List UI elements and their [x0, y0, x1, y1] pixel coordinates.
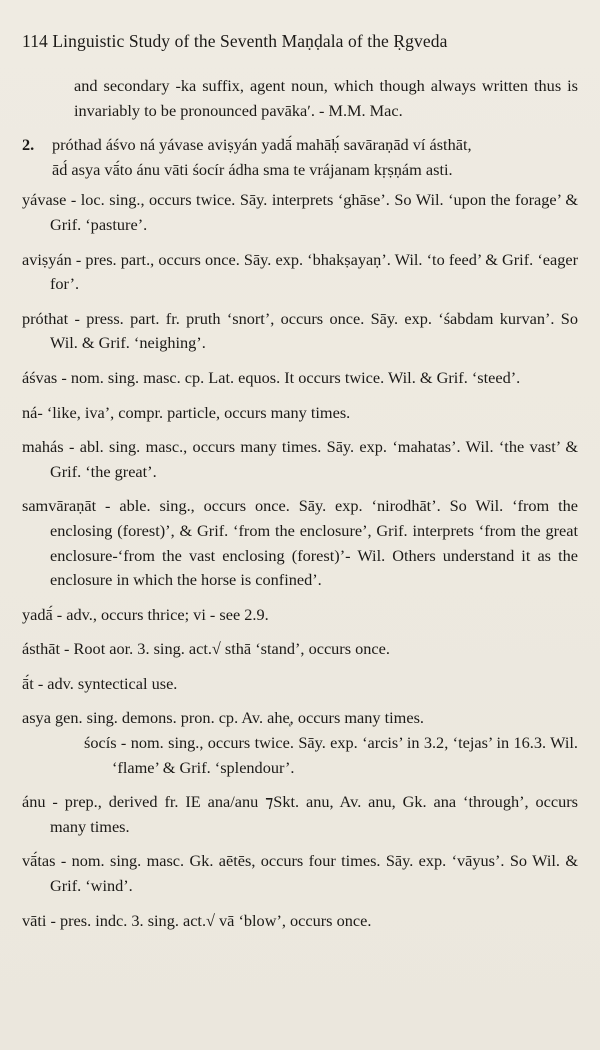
entry-term: aviṣyán [22, 249, 72, 269]
entry-text: - press. part. fr. pruth ‘snort’, occurs once. Sāy. exp. ‘śabdam kurvan’. So Wil. & Grif. ‘neighing’. [50, 308, 578, 353]
verse-line-2: ād́ asya vā́to ánu vāti śocír ádha sma te vrájanam kṛṣṇám asti. [52, 159, 453, 179]
entry-term: vā́tas [22, 851, 56, 871]
entry-term: yávase [22, 190, 67, 210]
page-header: 114 Linguistic Study of the Seventh Maṇḍala of the Ṛgveda [22, 31, 448, 51]
entry-text: - Root aor. 3. sing. act.√ sthā ‘stand’, occurs once. [59, 639, 390, 659]
entry-text: - prep., derived fr. IE ana/anu ⁊Skt. anu, Av. anu, Gk. ana ‘through’, occurs many times. [45, 792, 578, 836]
glossary-entry [22, 909, 578, 934]
entry-text: - nom. sing. masc. Gk. aētēs, occurs four times. Sāy. exp. ‘vāyus’. So Wil. & Grif. ‘wind’. [50, 851, 578, 896]
glossary-entry-subentry [84, 731, 578, 780]
entry-term: ánu [22, 792, 46, 812]
glossary-entry [22, 849, 578, 898]
entry-term: ná [22, 402, 38, 422]
entry-term: ā́t [22, 673, 34, 693]
glossary-entry [22, 603, 578, 628]
entry-text: - nom. sing., occurs twice. Sāy. exp. ‘arcis’ in 3.2, ‘tejas’ in 16.3. Wil. ‘flame’ & Grif. ‘splendour’. [112, 733, 578, 777]
entry-text: - able. sing., occurs once. Sāy. exp. ‘nirodhāt’. So Wil. ‘from the enclosing (forest)’, & Grif. ‘from the enclosure’, Grif. interprets ‘from the great enclosure-‘from the vast enclosing (forest)’- Wil. Others understand it as the enclosure in which the horse is confined’. [50, 496, 578, 590]
glossary-entry [22, 435, 578, 484]
entry-text: - abl. sing. masc., occurs many times. Sāy. exp. ‘mahatas’. Wil. ‘the vast’ & Grif. ‘the great’. [50, 437, 578, 481]
entry-term: śocís [84, 733, 117, 753]
entry-term: mahás [22, 437, 64, 457]
verse-line-1: próthad áśvo ná yávase aviṣyán yadā́ mahāḥ́ savāraṇād ví ásthāt, [52, 135, 472, 155]
entry-term: ásthāt [22, 639, 60, 659]
glossary-entry [22, 307, 578, 356]
entry-text: gen. sing. demons. pron. cp. Av. ahe̜, occurs many times. [50, 708, 424, 728]
entry-term: próthat [22, 308, 69, 328]
entry-text: - ‘like, iva’, compr. particle, occurs many times. [37, 402, 351, 422]
entry-term: samvāraṇāt [22, 496, 97, 516]
entry-text: - pres. indc. 3. sing. act.√ vā ‘blow’, occurs once. [46, 910, 372, 930]
entry-term: yadā́ [22, 604, 53, 624]
verse-number: 2. [22, 135, 35, 155]
glossary-entry [22, 248, 578, 297]
entry-term: vāti [22, 910, 47, 930]
glossary-entry [22, 188, 578, 237]
glossary-entry [22, 790, 578, 839]
entry-text: - adv. syntectical use. [33, 673, 178, 693]
entry-text: - nom. sing. masc. cp. Lat. equos. It occurs twice. Wil. & Grif. ‘steed’. [57, 367, 521, 387]
glossary-entry [22, 706, 578, 731]
entry-text: - loc. sing., occurs twice. Sāy. interprets ‘ghāse’. So Wil. ‘upon the forage’ & Grif. ‘pasture’. [50, 190, 578, 234]
glossary-entry [22, 366, 578, 391]
glossary-entry [22, 637, 578, 662]
entry-text: - pres. part., occurs once. Sāy. exp. ‘bhakṣayaṇ’. Wil. ‘to feed’ & Grif. ‘eager for’. [50, 249, 578, 294]
glossary-entry [22, 401, 578, 426]
entry-term: áśvas [22, 367, 58, 387]
glossary-entry [22, 494, 578, 592]
entry-list [22, 188, 578, 933]
glossary-body [22, 74, 578, 933]
glossary-entry [22, 672, 578, 697]
continuation-paragraph: and secondary -ka suffix, agent noun, which though always written thus is invariably to be pronounced pavākaʹ. - M.M. Mac. [74, 76, 578, 120]
entry-term: asya [22, 708, 51, 728]
entry-text: - adv., occurs thrice; vi - see 2.9. [52, 604, 269, 624]
verse-2 [22, 133, 578, 182]
